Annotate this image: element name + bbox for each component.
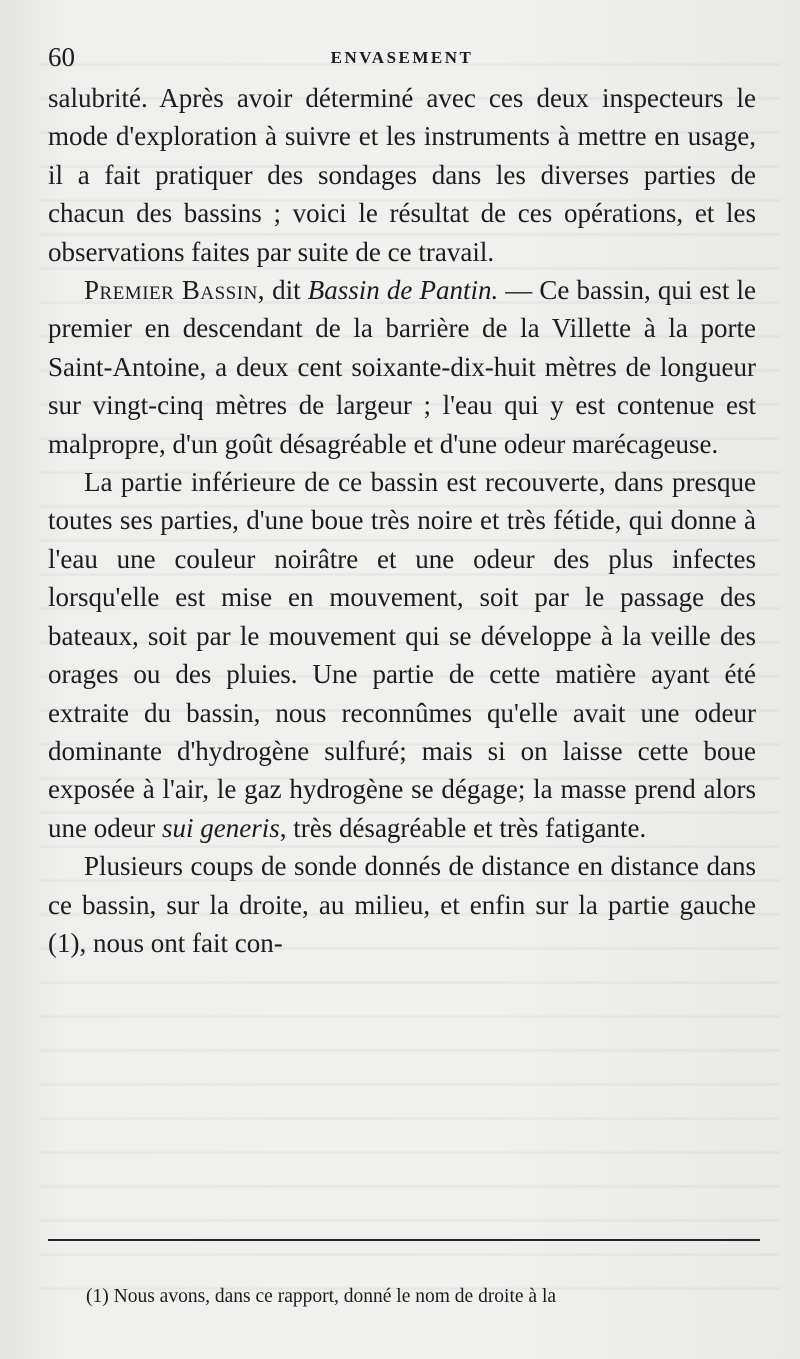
paragraph-1: salubrité. Après avoir déterminé avec ces deux inspecteurs le mode d'exploration à suivre et les instruments à mettre en usage, il a fait pratiquer des sondages dans les diverses parties de chacun des bassins ; voici le résultat de ces opérations, et les observations faites par suite de ce travail. xyxy=(48,83,756,267)
paragraph-4: Plusieurs coups de sonde donnés de distance en distance dans ce bassin, sur la droite, au milieu, et enfin sur la partie gauche (1), nous ont fait con- xyxy=(48,851,756,958)
latin-phrase: sui generis xyxy=(161,812,280,843)
footnote-rule xyxy=(48,1239,760,1241)
paragraph-3 xyxy=(48,463,756,847)
paragraph-2-text: — Ce bassin, qui est le premier en descendant de la barrière de la Villette à la porte Saint-Antoine, a deux cent soixante-dix-huit mètres de longueur sur vingt-cinq mètres de largeur ; l'eau qui y est contenue est malpropre, d'un goût désagréable et d'une odeur marécageuse. xyxy=(48,275,756,459)
page-number: 60 xyxy=(48,42,75,72)
page-header xyxy=(48,42,756,76)
paragraph-3-text-b: , très désagréable et très fatigante. xyxy=(279,812,647,843)
body-text xyxy=(48,79,756,962)
paragraph-2-dit: dit xyxy=(265,275,308,306)
section-heading: Premier Bassin, xyxy=(84,275,266,306)
paragraph-2 xyxy=(48,271,756,463)
running-title: ENVASEMENT xyxy=(330,48,474,67)
paragraph-3-text-a: La partie inférieure de ce bassin est recouverte, dans presque toutes ses parties, d'une boue très noire et très fétide, qui donne à l'eau une couleur noirâtre et une odeur des plus infectes lorsqu'elle est mise en mouvement, soit par le passage des bateaux, soit par le mouvement qui se développe à la veille des orages ou des pluies. Une partie de cette matière ayant été extraite du bassin, nous reconnûmes qu'elle avait une odeur dominante d'hydrogène sulfuré; mais si on laisse cette boue exposée à l'air, le gaz hydrogène se dégage; la masse prend alors une odeur xyxy=(48,467,756,843)
basin-name: Bassin de Pantin. xyxy=(307,275,499,306)
footnote: (1) Nous avons, dans ce rapport, donné le nom de droite à la xyxy=(86,1286,557,1307)
